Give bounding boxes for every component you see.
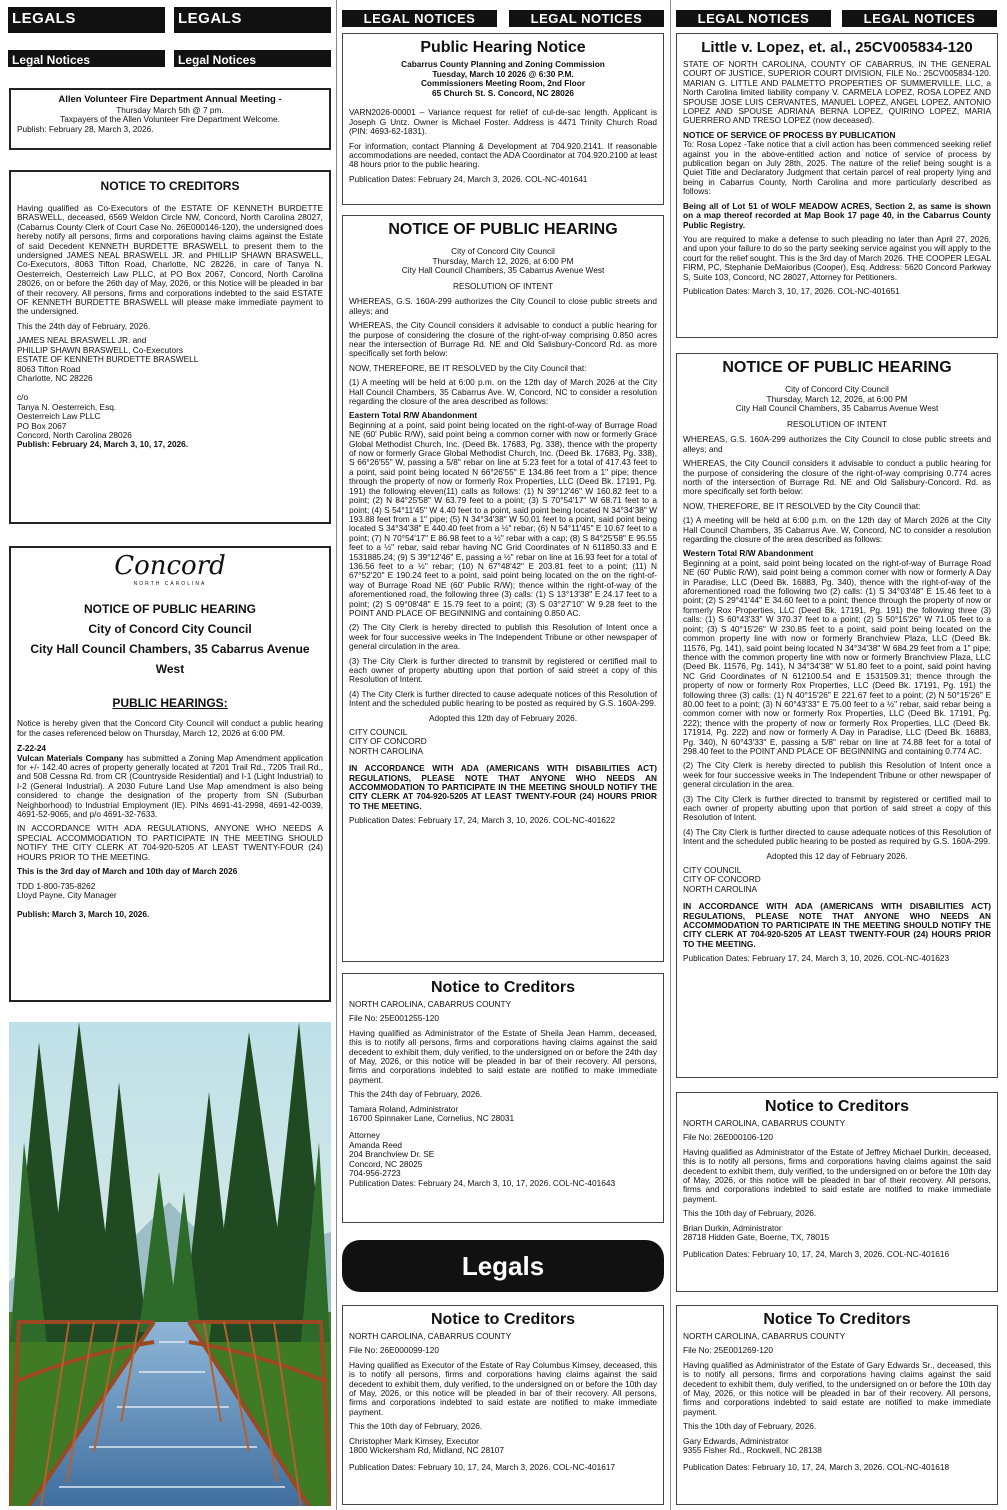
notice-publish: Publish: March 3, March 10, 2026. xyxy=(17,909,150,920)
attorney-line: 204 Branchview Dr. SE xyxy=(349,1149,435,1160)
notice-date: This is the 3rd day of March and 10th day of March 2026 xyxy=(17,866,238,877)
case-number: Z-22-24 xyxy=(17,743,47,754)
notice-publish: Publication Dates: February 24, March 3, 10, 17, 2026. COL-NC-401643 xyxy=(349,1177,616,1188)
notice-subtitle: Cabarrus County Planning and Zoning Commission xyxy=(401,59,605,69)
notice-subtitle: Commissioners Meeting Room, 2nd Floor xyxy=(420,78,586,89)
signature-line: ESTATE OF KENNETH BURDETTE BRASWELL xyxy=(17,354,199,365)
applicant-name: Vulcan Materials Company xyxy=(17,752,124,763)
notice-body: Having qualified as Administrator of the Estate of Gary Edwards Sr., deceased, this is to notify all persons, firms and corporations having claims against the said decedent to exhibit them, duly verified, to the undersigned on or before the 10th day of May, 2026, or this notice will be pleaded in bar of their recovery. All persons, firms and corporations indebted to said estate are notified to make immediate payment. xyxy=(683,1359,991,1417)
attorney-line: Amanda Reed xyxy=(349,1139,403,1150)
council-line: CITY OF CONCORD xyxy=(683,874,761,885)
concord-logo: Concord xyxy=(114,551,226,581)
eastern-row-abandonment-notice xyxy=(342,215,664,962)
notice-title: Public Hearing Notice xyxy=(420,39,586,56)
little-v-lopez-notice xyxy=(676,33,998,338)
signature-line: Charlotte, NC 28226 xyxy=(17,372,93,383)
notice-county: NORTH CAROLINA, CABARRUS COUNTY xyxy=(683,1118,846,1128)
notice-date: This the 10th day of February, 2026. xyxy=(683,1421,817,1432)
notice-paragraph: WHEREAS, the City Council considers it advisable to conduct a public hearing for the purpose of considering the closure of the right-of-way comprising 0.850 acres near the intersection of Burrage Rd. NE and Old Salisbury-Concord Rd. as more specifically set forth below: xyxy=(349,320,657,359)
notice-title: Notice to Creditors xyxy=(430,1311,575,1328)
notice-body: Having qualified as Executor of the Estate of Ray Columbus Kimsey, deceased, this is to notify all persons, firms and corporations having claims against the said decedent to exhibit them, duly verified, to the undersigned on or before the 10th day of May, 2026, or this notice will be pleaded in bar of their recovery. All persons, firms and corporations indebted to said estate are notified to make immediate payment. xyxy=(349,1359,657,1417)
notice-title: NOTICE OF PUBLIC HEARING xyxy=(722,359,952,376)
file-number: File No: 25E001269-120 xyxy=(683,1345,773,1356)
durkin-creditors-notice xyxy=(676,1092,998,1292)
attorney-line: Oesterreich Law PLLC xyxy=(17,411,101,422)
attorney-line: Tanya N. Oesterreich, Esq. xyxy=(17,401,117,412)
signature-line: 8063 Tifton Road xyxy=(17,363,81,374)
notice-county: NORTH CAROLINA, CABARRUS COUNTY xyxy=(349,1331,512,1341)
adopted-line: Adopted this 12th day of February 2026. xyxy=(428,712,578,723)
property-description: Being all of Lot 51 of WOLF MEADOW ACRES, Section 2, as same is shown on a map thereof recorded at Map Book 17 page 40, in the Cabarrus County Public Registry. xyxy=(683,200,991,230)
legals-banner: Legals xyxy=(342,1240,664,1292)
administrator-line: 9355 Fisher Rd., Rockwell, NC 28138 xyxy=(683,1445,822,1456)
case-caption: STATE OF NORTH CAROLINA, COUNTY OF CABARRUS, IN THE GENERAL COURT OF JUSTICE, SUPERIOR COURT DIVISION, FILE No.: 25CV005834-120. MARIAN G. LITTLE AND PALMETTO PROPERTIES OF SUMMERVILLE, LLC, a North Carolina limited liability company V. CARMELA LOPEZ, ROSA LOPEZ AND SPOUSE JOSE LUIS CERVANTES, MANUEL LOPEZ, ANGEL LOPEZ, ANTONIO LOPEZ AND SPOUSE ADRIANA BERNA LOPEZ, QUIRINO LOPEZ, MARIA GUERRERO AND TRESO LOPEZ (now deceased). xyxy=(683,59,991,126)
notice-title: NOTICE TO CREDITORS xyxy=(100,179,240,193)
notice-publish: Publication Dates: February 17, 24, March 3, 10, 2026. COL-NC-401622 xyxy=(349,815,616,826)
council-line: NORTH CAROLINA xyxy=(683,883,758,894)
legal-notices-subheader: Legal Notices xyxy=(174,50,331,67)
notice-subtitle: City Hall Council Chambers, 35 Cabarrus Avenue West xyxy=(30,642,310,677)
council-line: CITY OF CONCORD xyxy=(349,736,427,747)
administrator-line: Brian Durkin, Administrator xyxy=(683,1222,782,1233)
notice-subtitle: City of Concord City Council xyxy=(88,622,252,637)
legal-description: Beginning at a point, said point being located on the right-of-way of Burrage Road NE (60' Public R/W), said point being a common corner with now or formerly A Day in Paradise, LLC (Deed Bk. 16883, Pg. 340), thence with the right-of-way of the aforementioned road the following two (2) calls: (1) S 34°03'48" E 15.46 feet to a point; (2) S 29°41'44" E 34.60 feet to a point; thence through the property of now or formerly Rox Properties, LLC (Deed Bk. 17191, Pg. 191) the following three (3) calls: (1) S 60°43'33" W 370.37 feet to a point; (2) S 50°15'26" W 71.05 feet to a point; (3) S 40°15'26" W 230.85 feet to a point, said point being located on the common property line with now or formerly Branchview Plaza, LLC (Deed Bk. 11576, Pg. 141), said point being located N 34°34'38" W 684.29 feet from a 1" pipe; thence with the common property line with now or formerly Branchview Plaza, LLC (Deed Bk. 11576, Pg. 141), N 34°34'38" W 51.80 feet to a point, said point having NC Grid Coordinates of N 612100.54 and E 1531509.31; thence through the property of now or formerly Rox Properties, LLC (Deed Bk. 17191, Pg. 191) the following three (3) calls: (1) N 40°15'26" E 221.67 feet to a point; (2) N 50°15'26" E 80.00 feet to a point; (3) N 60°43'33" E 75.00 feet to a ½" rebar, said rebar being a common corner with now or formerly Rox Properties, LLC (Deed Bk. 17191, Pg. 222); thence with the property of now or formerly Rox Properties, LLC (Deed Bk. 171914, Pg. 222) and now or formerly A Day in Paradise, LLC (Deed Bk. 16883, Pg. 340), N 60°43'33" E, passing a 5/8" rebar on line at 74.88 feet for a total of 298.40 feet to the POINT AND PLACE OF BEGINNING and containing 0.774 AC. xyxy=(683,557,991,756)
notice-publish: Publication Dates: February 24, March 3, 2026. COL-NC-401641 xyxy=(349,173,588,184)
notice-publish: Publish: February 28, March 3, 2026. xyxy=(17,123,154,134)
notice-paragraph: (2) The City Clerk is hereby directed to publish this Resolution of Intent once a week for four successive weeks in The Independent Tribune or other newspaper of general circulation in the area. xyxy=(683,760,991,790)
notice-title: Notice to Creditors xyxy=(430,979,575,996)
notice-publish: Publication Dates: February 10, 17, 24, March 3, 2026. COL-NC-401617 xyxy=(349,1462,616,1473)
notice-title: NOTICE OF PUBLIC HEARING xyxy=(83,602,256,617)
tdd-number: TDD 1-800-735-8262 xyxy=(17,880,96,891)
notice-publish: Publication Dates: February 17, 24, March 3, 10, 2026. COL-NC-401623 xyxy=(683,953,950,964)
ada-notice: IN ACCORDANCE WITH ADA (AMERICANS WITH DISABILITIES ACT) REGULATIONS, PLEASE NOTE THAT ANYONE WHO NEEDS AN ACCOMMODATION TO PARTICIPATE IN THE MEETING SHOULD NOTIFY THE CITY CLERK AT 704-920-5205 AT LEAST TWENTY-FOUR (24) HOURS PRIOR TO THE MEETING. xyxy=(349,763,657,811)
signature-line: PHILLIP SHAWN BRASWELL, Co-Executors xyxy=(17,344,183,355)
notice-subtitle: Thursday, March 12, 2026, at 6:00 PM xyxy=(766,393,908,404)
notice-body: Having qualified as Administrator of the Estate of Jeffrey Michael Durkin, deceased, this is to notify all persons, firms and corporations having claims against the said decedent to exhibit them, duly verified, to the undersigned on or before the 10th day of May, 2026, or this notice will be pleaded in bar of their recovery. All persons, firms and corporations indebted to said estate are notified to make immediate payment. xyxy=(683,1146,991,1204)
notice-subtitle: City of Concord City Council xyxy=(785,384,889,394)
notice-subtitle: 65 Church St. S. Concord, NC 28026 xyxy=(431,87,574,98)
legals-header: LEGALS xyxy=(8,7,165,33)
notice-subtitle: Thursday, March 12, 2026, at 6:00 PM xyxy=(432,255,574,266)
file-number: File No: 26E000099-120 xyxy=(349,1345,439,1356)
legal-description: Beginning at a point, said point being located on the right-of-way of Burrage Road NE (60' Public R/W), said point being a common corner with now or formerly Grace Global Methodist Church, Inc. (Deed Bk. 17683, Pg. 338), thence with the property of now or formerly Grace Global Methodist Church, Inc. (Deed Bk. 17683, Pg. 338), S 66°26'55" W, passing a 5/8" rebar on line at 5.23 feet for a total of 417.43 feet to a point, said point being located N 66°26'55" E 134.86 feet from a 1" pipe; thence through the property of now or formerly Rox Properties, LLC (Deed Bk. 17191, Pg. 191) the following eleven(11) calls as follows: (1) N 39°12'46" W 160.82 feet to a point; (2) N 84°25'58" W 63.79 feet to a point; (3) S 70°54'17" W 68.71 feet to a point; (4) S 54°11'45" W 4.40 feet to a point, said point being located N 34°34'38" W 193.88 feet from a 1" pipe; (5) N 34°34'38" W 50.01 feet to a point, said point being located S 34°34'38" E 440.40 feet from a ½" rebar; (6) N 54°11'45" E 10.67 feet to a point; (7) N 70°54'17" E 86.98 feet to a ½" rebar with a cap; (8) S 84°25'58" E 95.55 feet to a ½" rebar, said rebar having NC Grid Coordinates of N 611850.33 and E 1531885.24; (9) S 39°12'46" E, passing a ½" rebar on line at 16.93 feet for a total of 136.56 feet to a ½" rebar; (10) N 67°48'42" E 203.81 feet to a point; (11) N 67°52'20" E 190.24 feet to a point, said point being located on the on the right-of-way of Burrage Road NE (60' Public R/W); thence within the right-of-way of the aforementioned road, the following three (3) calls: (1) S 13°13'38" E 24.17 feet to a point; (2) S 09°08'48" E 15.79 feet to a point; (3) S 03°27'10" W 9.28 feet to the POINT AND PLACE OF BEGINNING and containing 0.850 AC. xyxy=(349,419,657,618)
forest-bridge-photo xyxy=(9,1022,331,1506)
notice-paragraph: (4) The City Clerk is further directed to cause adequate notices of this Resolution of Intent and the scheduled public hearing to be posted as required by G.S. 160A-299. xyxy=(349,688,657,709)
ada-notice: IN ACCORDANCE WITH ADA (AMERICANS WITH DISABILITIES ACT) REGULATIONS, PLEASE NOTE THAT ANYONE WHO NEEDS AN ACCOMMODATION TO PARTICIPATE IN THE MEETING SHOULD NOTIFY THE CITY CLERK AT 704-920-5205 AT LEAST TWENTY-FOUR (24) HOURS PRIOR TO THE MEETING. xyxy=(683,901,991,949)
edwards-creditors-notice xyxy=(676,1305,998,1505)
file-number: File No: 26E000106-120 xyxy=(683,1132,773,1143)
city-manager: Lloyd Payne, City Manager xyxy=(17,889,117,900)
concord-logo-subtitle: NORTH CAROLINA xyxy=(133,581,207,587)
notice-subtitle: City Hall Council Chambers, 35 Cabarrus Avenue West xyxy=(401,265,605,276)
notice-paragraph: You are required to make a defense to such pleading no later than April 27, 2026, and upon your failure to do so the party seeking service against you will apply to the court for the relief sought. This is the 3rd day of March 2026. THE COOPER LEGAL FIRM, PC, Stephanie DeMaioribus (Cooper), Esq. Address: 5620 Concord Parkway S, Suite 103, Concord, NC 28027, Attorney for Petitioners. xyxy=(683,233,991,282)
notice-title: Notice To Creditors xyxy=(763,1311,911,1328)
attorney-line: Concord, NC 28025 xyxy=(349,1158,423,1169)
kimsey-creditors-notice xyxy=(342,1305,664,1505)
notice-county: NORTH CAROLINA, CABARRUS COUNTY xyxy=(683,1331,846,1341)
notice-publish: Publication Dates: February 10, 17, 24, March 3, 2026. COL-NC-401616 xyxy=(683,1249,950,1260)
notice-date: This the 10th day of February, 2026. xyxy=(349,1421,483,1432)
notice-body: For information, contact Planning & Development at 704.920.2141. If reasonable accommodations are needed, contact the ADA Coordinator at 704.920.2100 at least 48 hours prior to the public hearing. xyxy=(349,140,657,170)
administrator-line: Gary Edwards, Administrator xyxy=(683,1435,789,1446)
case-description: has submitted a Zoning Map Amendment application for +/- 142.40 acres of property generally located at 7201 Trail Rd., 7205 Trail Rd., and 508 Cessna Rd. from CR (Countryside Residential) and I-1 (Light Industrial) to I-2 (General Industrial). A 2030 Future Land Use Map amendment is also being considered to change the designation of the property from SN (Suburban Neighborhood) to Industrial Employment (IE). PINs 4691-41-2998, 4691-42-0039, 4691-52-9065, and p/o 4691-32-7633. xyxy=(17,752,323,820)
resolution-heading: RESOLUTION OF INTENT xyxy=(452,280,554,291)
care-of: c/o xyxy=(17,392,29,403)
council-line: CITY COUNCIL xyxy=(349,727,408,738)
planning-zoning-hearing-notice xyxy=(342,33,664,205)
notice-intro: Notice is hereby given that the Concord City Council will conduct a public hearing for the cases referenced below on Thursday, March 12, 2026 at 6:00 PM. xyxy=(17,718,323,738)
adopted-line: Adopted this 12 day of February 2026. xyxy=(766,850,908,861)
notice-publish: Publication Dates: February 10, 17, 24, March 3, 2026. COL-NC-401618 xyxy=(683,1462,950,1473)
legal-notices-header: LEGAL NOTICES xyxy=(342,10,497,27)
attorney-line: 704-956-2723 xyxy=(349,1168,401,1179)
notice-paragraph: (3) The City Clerk is further directed to transmit by registered or certified mail to each owner of property abutting upon that portion of said street a copy of this Resolution of Intent. xyxy=(683,793,991,823)
notice-body: VARN2026-00001 – Variance request for relief of cul-de-sac length. Applicant is Joseph G Untz. Owner is Michael Foster. Address is 4471 Trinity Church Road (PIN: 4693-62-1831). xyxy=(349,107,657,137)
executor-line: 1800 Wickersham Rd, Midland, NC 28107 xyxy=(349,1445,504,1456)
notice-paragraph: WHEREAS, the City Council considers it advisable to conduct a public hearing for the purpose of considering the closure of the right-of-way comprising 0.774 acres north of the intersection of Burrage Rd. NE and Old Salisbury-Concord. Rd. as more specifically set forth below: xyxy=(683,458,991,497)
notice-line: Taxpayers of the Allen Volunteer Fire Department Welcome. xyxy=(60,114,280,125)
notice-date: This the 24th day of February, 2026. xyxy=(17,320,151,331)
public-hearings-heading: PUBLIC HEARINGS: xyxy=(112,696,228,711)
legal-notices-subheader: Legal Notices xyxy=(8,50,165,67)
service-heading: NOTICE OF SERVICE OF PROCESS BY PUBLICATION xyxy=(683,129,896,140)
notice-paragraph: (1) A meeting will be held at 6:00 p.m. on the 12th day of March 2026 at the City Hall Council Chambers, 35 Cabarrus Ave. W, Concord, NC to consider a resolution regarding the closure of the area described as follows: xyxy=(683,515,991,545)
legals-header: LEGALS xyxy=(174,7,331,33)
notice-title: Notice to Creditors xyxy=(764,1098,909,1115)
notice-title: Allen Volunteer Fire Department Annual Meeting - xyxy=(58,94,282,105)
attorney-line: Attorney xyxy=(349,1130,380,1141)
notice-body: Having qualified as Administrator of the Estate of Sheila Jean Hamm, deceased, this is to notify all persons, firms and corporations having claims against the said decedent to exhibit them, duly verified, to the undersigned on or before the 24th day of May, 2026, or this notice will be pleaded in bar of their recovery. All persons, firms and corporations indebted to said estate are notified to make immediate payment. xyxy=(349,1027,657,1085)
notice-title: NOTICE OF PUBLIC HEARING xyxy=(388,221,618,238)
notice-date: This the 24th day of February, 2026. xyxy=(349,1089,483,1100)
attorney-line: PO Box 2067 xyxy=(17,420,67,431)
legal-notices-header: LEGAL NOTICES xyxy=(676,10,831,27)
ada-notice: IN ACCORDANCE WITH ADA REGULATIONS, ANYONE WHO NEEDS A SPECIAL ACCOMMODATION TO PARTICIPATE IN THE MEETING SHOULD NOTIFY THE CITY CLERK AT 704-920-5205 AT LEAST TWENTY-FOUR (24) HOURS PRIOR TO THE MEETING. xyxy=(17,823,323,862)
file-number: File No: 25E001255-120 xyxy=(349,1013,439,1024)
allen-fire-dept-notice xyxy=(9,88,331,150)
braswell-creditors-notice xyxy=(9,170,331,524)
administrator-line: 16700 Spinnaker Lane, Cornelius, NC 28031 xyxy=(349,1113,515,1124)
notice-paragraph: (4) The City Clerk is further directed to cause adequate notices of this Resolution of Intent and the scheduled public hearing to be posted as required by G.S. 160A-299. xyxy=(683,826,991,847)
notice-paragraph: NOW, THEREFORE, BE IT RESOLVED by the City Council that: xyxy=(349,362,587,373)
council-line: NORTH CAROLINA xyxy=(349,745,424,756)
administrator-line: 28718 Hidden Gate, Boerne, TX, 78015 xyxy=(683,1232,830,1243)
abandonment-heading: Western Total R/W Abandonment xyxy=(683,548,814,559)
hamm-creditors-notice xyxy=(342,973,664,1223)
notice-subtitle: Tuesday, March 10 2026 @ 6:30 P.M. xyxy=(432,68,574,79)
western-row-abandonment-notice xyxy=(676,353,998,1078)
abandonment-heading: Eastern Total R/W Abandonment xyxy=(349,410,478,421)
notice-paragraph: WHEREAS, G.S. 160A-299 authorizes the City Council to close public streets and alleys; and xyxy=(349,296,657,316)
column-rule xyxy=(670,0,671,1510)
notice-paragraph: (2) The City Clerk is hereby directed to publish this Resolution of Intent once a week for four successive weeks in The Independent Tribune or other newspaper of general circulation in the area. xyxy=(349,622,657,652)
notice-line: Thursday March 5th @ 7 pm. xyxy=(116,105,224,115)
notice-body: Having qualified as Co-Executors of the ESTATE OF KENNETH BURDETTE BRASWELL, deceased, 6569 Weldon Circle NW, Concord, North Carolina 28027, (Cabarrus County Clerk of Court Case No. 26E000146-120), the undersigned does hereby notify all persons, firms and corporations having claims against the Estate of said Decedent KENNETH BURDETTE BRASWELL to present them to the undersigned JAMES NEAL BRASWELL JR. and PHILLIP SHAWN BRASWELL, Co-Executors, 8063 Tifton Road, Charlotte, NC 28226, in care of Tanya N. Oesterreich, Oesterreich Law PLLC, at PO Box 2067, Concord, North Carolina 28026, on or before the 26th day of May, 2026, or this Notice will be pleaded in bar of their recovery. All persons, firms and corporations indebted to the said ESTATE OF KENNETH BURDETTE BRASWELL will please make immediate payment to the undersigned. xyxy=(17,203,323,317)
notice-paragraph: NOW, THEREFORE, BE IT RESOLVED by the City Council that: xyxy=(683,500,921,511)
legal-notices-header: LEGAL NOTICES xyxy=(842,10,997,27)
notice-paragraph: (3) The City Clerk is further directed to transmit by registered or certified mail to each owner of property abutting upon that portion of said street a copy of this Resolution of Intent. xyxy=(349,655,657,685)
notice-county: NORTH CAROLINA, CABARRUS COUNTY xyxy=(349,999,512,1009)
council-line: CITY COUNCIL xyxy=(683,865,742,876)
legal-notices-header: LEGAL NOTICES xyxy=(509,10,664,27)
administrator-line: Tamara Roland, Administrator xyxy=(349,1103,459,1114)
column-rule xyxy=(336,0,337,1510)
notice-publish: Publish: February 24, March 3, 10, 17, 2026. xyxy=(17,439,189,450)
notice-date: This the 10th day of February, 2026. xyxy=(683,1208,817,1219)
notice-paragraph: To: Rosa Lopez -Take notice that a civil action has been commenced seeking relief against you in the above-entitled action and notice of service of process by publication began on July 28th, 2025. The nature of the relief being sought is a Quiet Title and Declaratory Judgment that certain parcel of real property lying and being in Cabarrus County, North Carolina and more particularly described as follows: xyxy=(683,139,991,197)
notice-subtitle: City Hall Council Chambers, 35 Cabarrus Avenue West xyxy=(735,403,939,414)
attorney-line: Concord, North Carolina 28026 xyxy=(17,429,132,440)
notice-subtitle: City of Concord City Council xyxy=(451,246,555,256)
resolution-heading: RESOLUTION OF INTENT xyxy=(786,418,888,429)
executor-line: Christopher Mark Kimsey, Executor xyxy=(349,1435,479,1446)
concord-zoning-hearing-notice xyxy=(9,546,331,1002)
notice-title: Little v. Lopez, et. al., 25CV005834-120 xyxy=(701,39,973,56)
signature-line: JAMES NEAL BRASWELL JR. and xyxy=(17,335,147,346)
notice-paragraph: (1) A meeting will be held at 6:00 p.m. on the 12th day of March 2026 at the City Hall Council Chambers, 35 Cabarrus Ave. W, Concord, NC to consider a resolution regarding the closure of the area described as follows: xyxy=(349,377,657,407)
notice-paragraph: WHEREAS, G.S. 160A-299 authorizes the City Council to close public streets and alleys; and xyxy=(683,434,991,454)
notice-publish: Publication Dates: March 3, 10, 17, 2026. COL-NC-401651 xyxy=(683,285,900,296)
